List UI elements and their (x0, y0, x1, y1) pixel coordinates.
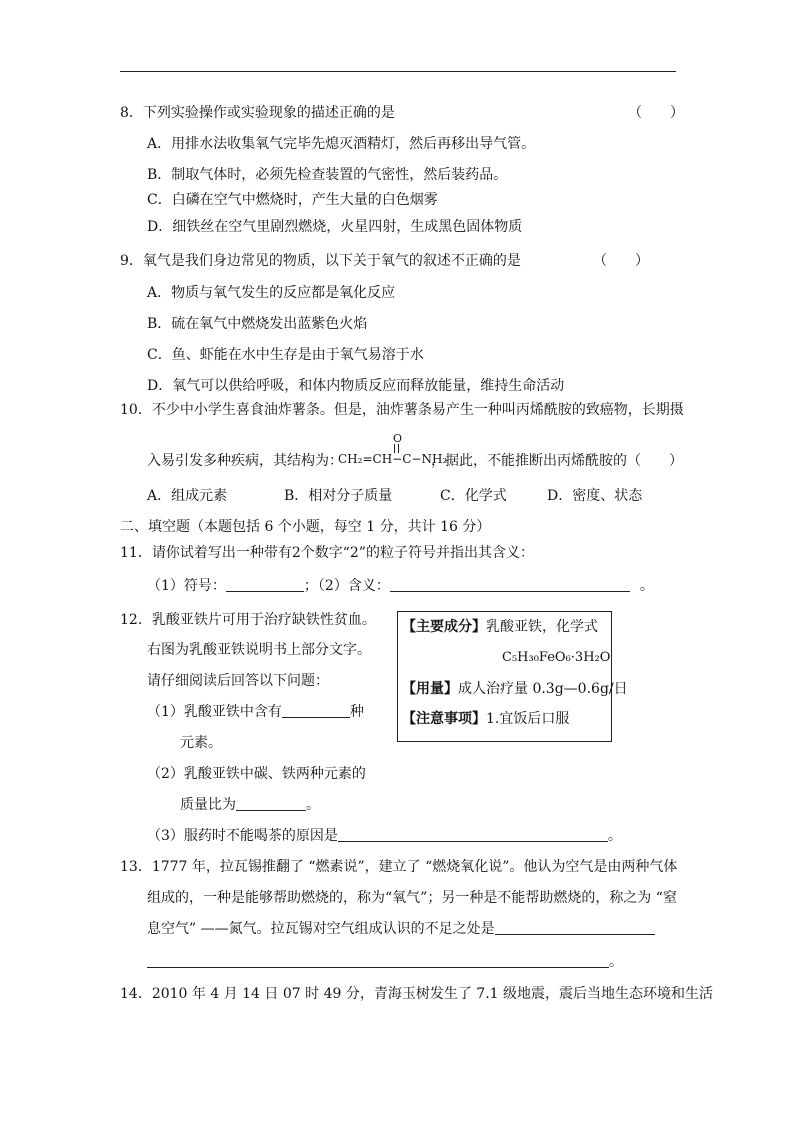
q9-option-b: B．硫在氧气中燃烧发出蓝紫色火焰 (147, 316, 368, 332)
header-rule (120, 71, 676, 72)
box-note-text: 1.宜饭后口服 (486, 711, 570, 727)
q8-answer-paren: （ ） (628, 105, 684, 121)
q11-stem: 11．请你试着写出一种带有2个数字“2”的粒子符号并指出其含义： (120, 545, 534, 561)
box-main-row (402, 618, 598, 636)
q10-line2-post: ，据此，不能推断出丙烯酰胺的（ ） (431, 453, 683, 469)
q12-part2-label: 质量比为 (180, 797, 236, 813)
q10-line2-pre: 入易引发多种疾病，其结构为： (147, 453, 343, 469)
q13-blank-2[interactable] (147, 953, 609, 968)
q13-line2: 组成的，一种是能够帮助燃烧的，称为“氧气”；另一种是不能帮助燃烧的，称之为 “窒 (147, 890, 677, 906)
q12-part1-cont: 元素。 (180, 735, 222, 751)
q12-line2: 右图为乳酸亚铁说明书上部分文字。 (147, 642, 371, 658)
box-main-label: 【主要成分】 (402, 619, 486, 635)
q8-stem: 8．下列实验操作或实验现象的描述正确的是 (120, 105, 395, 121)
q12-stem: 12．乳酸亚铁片可用于治疗缺铁性贫血。 (120, 612, 376, 628)
q12-part1-unit: 种 (349, 704, 364, 720)
q11-meaning-blank[interactable] (390, 577, 630, 592)
q10-option-d: D．密度、状态 (547, 488, 643, 504)
box-note-label: 【注意事项】 (402, 711, 486, 727)
medicine-label-box (397, 611, 628, 742)
q13-line3-text: 息空气” ——氮气。拉瓦锡对空气组成认识的不足之处是 (147, 921, 495, 937)
structure-chain: CH₂=CH−C−NH₂ (338, 452, 448, 466)
q11-symbol-blank[interactable] (226, 577, 304, 592)
box-main-text: 乳酸亚铁，化学式 (486, 619, 598, 635)
q12-part3-end: 。 (607, 828, 622, 844)
q12-part3-text: （3）服药时不能喝茶的原因是 (147, 828, 338, 844)
q12-part2: （2）乳酸亚铁中碳、铁两种元素的 (147, 766, 366, 782)
box-dose-label: 【用量】 (402, 681, 458, 697)
box-dose-text: 成人治疗量 0.3g—0.6g/日 (458, 681, 628, 697)
q12-part1-blank[interactable] (282, 703, 350, 718)
q12-part3 (147, 827, 622, 845)
q12-part2-blank[interactable] (236, 796, 306, 811)
q8-option-a: A．用排水法收集氧气完毕先熄灭酒精灯，然后再移出导气管。 (147, 136, 536, 152)
q9-option-d: D．氧气可以供给呼吸，和体内物质反应而释放能量，维持生命活动 (147, 378, 565, 394)
q10-option-c: C．化学式 (440, 488, 507, 504)
q10-option-a: A．组成元素 (147, 488, 228, 504)
q9-option-c: C．鱼、虾能在水中生存是由于氧气易溶于水 (147, 347, 424, 363)
q13-blank-1[interactable] (495, 920, 655, 935)
q9-answer-paren: （ ） (593, 253, 649, 269)
carbonyl-oxygen: O (393, 432, 403, 445)
box-formula: C₅H₃₀FeO₆·3H₂O (502, 650, 611, 665)
q11-symbol-label: （1）符号： (147, 578, 226, 594)
q12-part2-cont (180, 796, 320, 814)
q11-answer-line (147, 577, 654, 595)
q13-line1: 13．1777 年，拉瓦锡推翻了 “燃素说”，建立了 “燃烧氧化说”。他认为空气是由两种气体 (120, 859, 678, 875)
acrylamide-structure (338, 432, 448, 472)
q10-stem: 10．不少中小学生喜食油炸薯条。但是，油炸薯条易产生一种叫丙烯酰胺的致癌物，长期摄 (120, 402, 684, 418)
q11-meaning-label: ；（2）含义： (303, 578, 390, 594)
q12-part1 (147, 703, 364, 721)
q13-line3 (147, 920, 655, 938)
q13-end: 。 (609, 954, 623, 970)
box-note-row (402, 710, 569, 728)
q9-stem: 9．氧气是我们身边常见的物质，以下关于氧气的叙述不正确的是 (120, 253, 521, 269)
q12-part1-text: （1）乳酸亚铁中含有 (147, 704, 282, 720)
q13-line4 (147, 953, 623, 971)
q9-option-a: A．物质与氧气发生的反应都是氧化反应 (147, 285, 396, 301)
q12-part2-end: 。 (306, 797, 320, 813)
q8-option-c: C．白磷在空气中燃烧时，产生大量的白色烟雾 (147, 192, 438, 208)
q10-option-b: B．相对分子质量 (284, 488, 393, 504)
q8-option-d: D．细铁丝在空气里剧烈燃烧，火星四射，生成黑色固体物质 (147, 219, 523, 235)
q14-line1: 14．2010 年 4 月 14 日 07 时 49 分，青海玉树发生了 7.1 级地震，震后当地生态环境和生活 (120, 986, 714, 1002)
q12-line3: 请仔细阅读后回答以下问题： (147, 673, 329, 689)
q8-option-b: B．制取气体时，必须先检查装置的气密性，然后装药品。 (147, 167, 508, 183)
q11-end: 。 (639, 578, 654, 594)
box-dose-row (402, 680, 628, 698)
section-heading: 二、填空题（本题包括 6 个小题，每空 1 分，共计 16 分） (120, 519, 491, 535)
q12-part3-blank[interactable] (338, 827, 608, 842)
